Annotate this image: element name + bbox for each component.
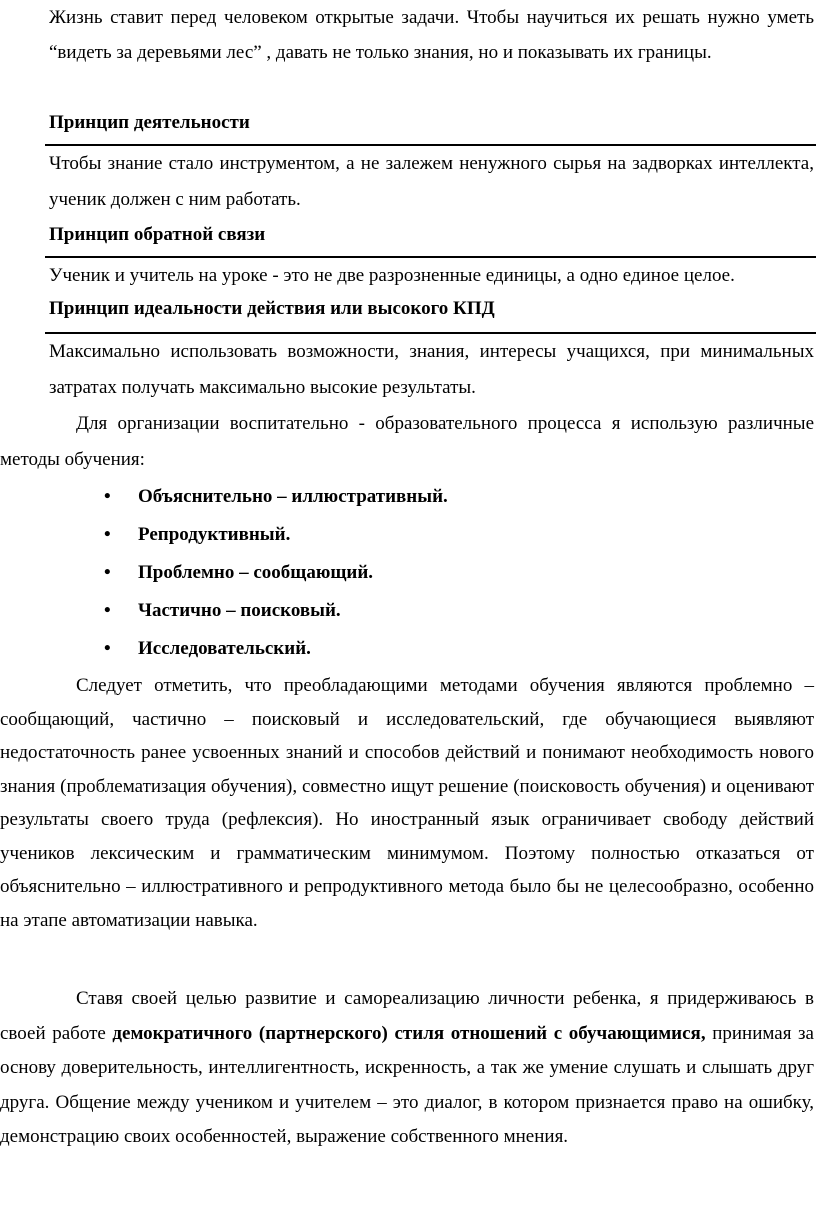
bullet-icon: • <box>104 486 111 507</box>
methods-paragraph: Следует отметить, что преобладающими методами обучения являются проблемно – сообщающий, частично – поисковый и исследовательский, где обучающиеся выявляют недостаточность ранее усвоенных знаний и способов действий и понимают необходимость нового знания (проблематизация обучения), совместно ищут решение (поисковость обучения) и оценивают результаты своего труда (рефлексия). Но иностранный язык ограничивает свободу действий учеников лексическим и грамматическим минимумом. Поэтому полностью отказаться от объяснительно – иллюстративного и репродуктивного метода было бы не целесообразно, особенно на этапе автоматизации навыка. <box>0 675 814 931</box>
bullet-icon: • <box>104 638 111 659</box>
style-text-after: принимая за основу доверительность, интеллигентность, искренность, а так же умение слушать и слышать друг друга. Общение между учеником и учителем – это диалог, в котором признается право на ошибку, демонстрацию своих особенностей, выражение собственного мнения. <box>0 1022 814 1147</box>
principle-text-efficiency: Максимально использовать возможности, знания, интересы учащихся, при минимальных затратах получать максимально высокие результаты. <box>49 341 814 398</box>
bullet-icon: • <box>104 562 111 583</box>
methods-intro-paragraph: Для организации воспитательно - образовательного процесса я использую различные методы обучения: <box>0 413 814 470</box>
method-list-item <box>104 635 311 663</box>
principle-text-feedback: Ученик и учитель на уроке - это не две разрозненные единицы, а одно единое целое. <box>49 265 735 286</box>
teaching-style-paragraph <box>0 982 814 1155</box>
intro-paragraph: Жизнь ставит перед человеком открытые задачи. Чтобы научиться их решать нужно уметь “видеть за деревьями лес” , давать не только знания, но и показывать их границы. <box>49 7 814 63</box>
principle-title-feedback: Принцип обратной связи <box>49 224 266 245</box>
method-label: Частично – поисковый. <box>138 600 341 621</box>
style-text-bold: демократичного (партнерского) стиля отношений с обучающимися, <box>112 1022 706 1044</box>
principle-text-activity: Чтобы знание стало инструментом, а не залежем ненужного сырья на задворках интеллекта, ученик должен с ним работать. <box>49 153 814 210</box>
method-list-item <box>104 597 341 625</box>
method-list-item <box>104 483 448 511</box>
bullet-icon: • <box>104 524 111 545</box>
method-list-item <box>104 521 290 549</box>
method-label: Объяснительно – иллюстративный. <box>138 486 448 507</box>
bullet-icon: • <box>104 600 111 621</box>
method-label: Проблемно – сообщающий. <box>138 562 374 583</box>
method-label: Репродуктивный. <box>138 524 291 545</box>
style-text-before: Ставя своей целью развитие и самореализацию личности ребенка, я придерживаюсь в своей работе <box>0 988 814 1044</box>
principle-title-activity: Принцип деятельности <box>49 112 250 133</box>
method-list-item <box>104 559 373 587</box>
method-label: Исследовательский. <box>138 638 311 659</box>
principle-title-efficiency: Принцип идеальности действия или высокого КПД <box>49 298 495 319</box>
